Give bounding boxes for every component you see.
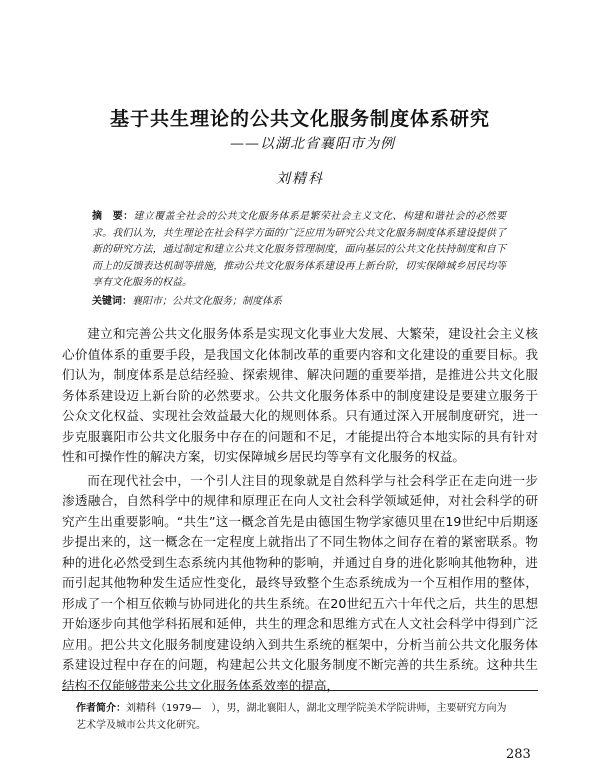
footnote-label: 作者简介： <box>76 703 126 714</box>
footnote-divider <box>62 690 538 691</box>
abstract-label: 摘 要： <box>92 211 134 222</box>
article-subtitle: ——以湖北省襄阳市为例 <box>230 136 395 152</box>
body-paragraph-1: 建立和完善公共文化服务体系是实现文化事业大发展、大繁荣，建设社会主义核心价值体系的重要手段，是我国文化体制改革的重要内容和文化建设的重要目标。我们认为，制度体系是总结经验、探索规律、解决问题的重要举措，是推进公共文化服务体系建设迈上新台阶的必然要求。公共文化服务体系中的制度建设是要建立服务于公众文化权益、实现社会效益最大化的规则体系。只有通过深入开展制度研究，进一步克服襄阳市公共文化服务中存在的问题和不足，才能提出符合本地实际的具有针对性和可操作性的解决方案，切实保障城乡居民均等享有文化服务的权益。 <box>62 326 538 464</box>
abstract-block <box>92 209 506 292</box>
keywords-text: 襄阳市；公共文化服务；制度体系 <box>132 296 282 307</box>
keywords-label: 关键词： <box>92 296 132 307</box>
body-text <box>62 324 538 699</box>
article-title: 基于共生理论的公共文化服务制度体系研究 <box>109 108 490 130</box>
page-number: 283 <box>506 747 531 762</box>
author-name: 刘精科 <box>276 171 324 187</box>
keywords-block <box>92 292 506 307</box>
footnote-text: 刘精科（1979— ），男，湖北襄阳人，湖北文理学院美术学院讲师，主要研究方向为艺术学及城市公共文化研究。 <box>76 703 507 731</box>
body-paragraph-2: 而在现代社会中，一个引人注目的现象就是自然科学与社会科学正在走向进一步渗透融合，自然科学中的规律和原理正在向人文社会科学领域延伸，对社会科学的研究产生出重要影响。“共生”这一概念首先是由德国生物学家德贝里在19世纪中后期逐步提出来的，这一概念在一定程度上就指出了不同生物体之间存在着的紧密联系。物种的进化必然受到生态系统内其他物种的影响，并通过自身的进化影响其他物种，进而引起其他物种发生适应性变化，最终导致整个生态系统成为一个互相作用的整体，形成了一个相互依赖与协同进化的共生系统。在20世纪五六十年代之后，共生的思想开始逐步向其他学科拓展和延伸，共生的理念和思维方式在人文社会科学中得到广泛应用。把公共文化服务制度建设纳入到共生系统的框架中，分析当前公共文化服务体系建设过程中存在的问题，构建起公共文化服务制度不断完善的共生系统。这种共生结构不仅能够带来公共文化服务体系效率的提高， <box>62 472 538 693</box>
author-footnote <box>76 700 516 734</box>
abstract-text: 建立覆盖全社会的公共文化服务体系是繁荣社会主义文化、构建和谐社会的必然要求。我们认为，共生理论在社会科学方面的广泛应用为研究公共文化服务制度体系建设提供了新的研究方法，通过制定和建立公共文化服务管理制度，面向基层的公共文化扶持制度和自下而上的反馈表达机制等措施，推动公共文化服务体系建设再上新台阶，切实保障城乡居民均等享有文化服务的权益。 <box>92 211 507 289</box>
